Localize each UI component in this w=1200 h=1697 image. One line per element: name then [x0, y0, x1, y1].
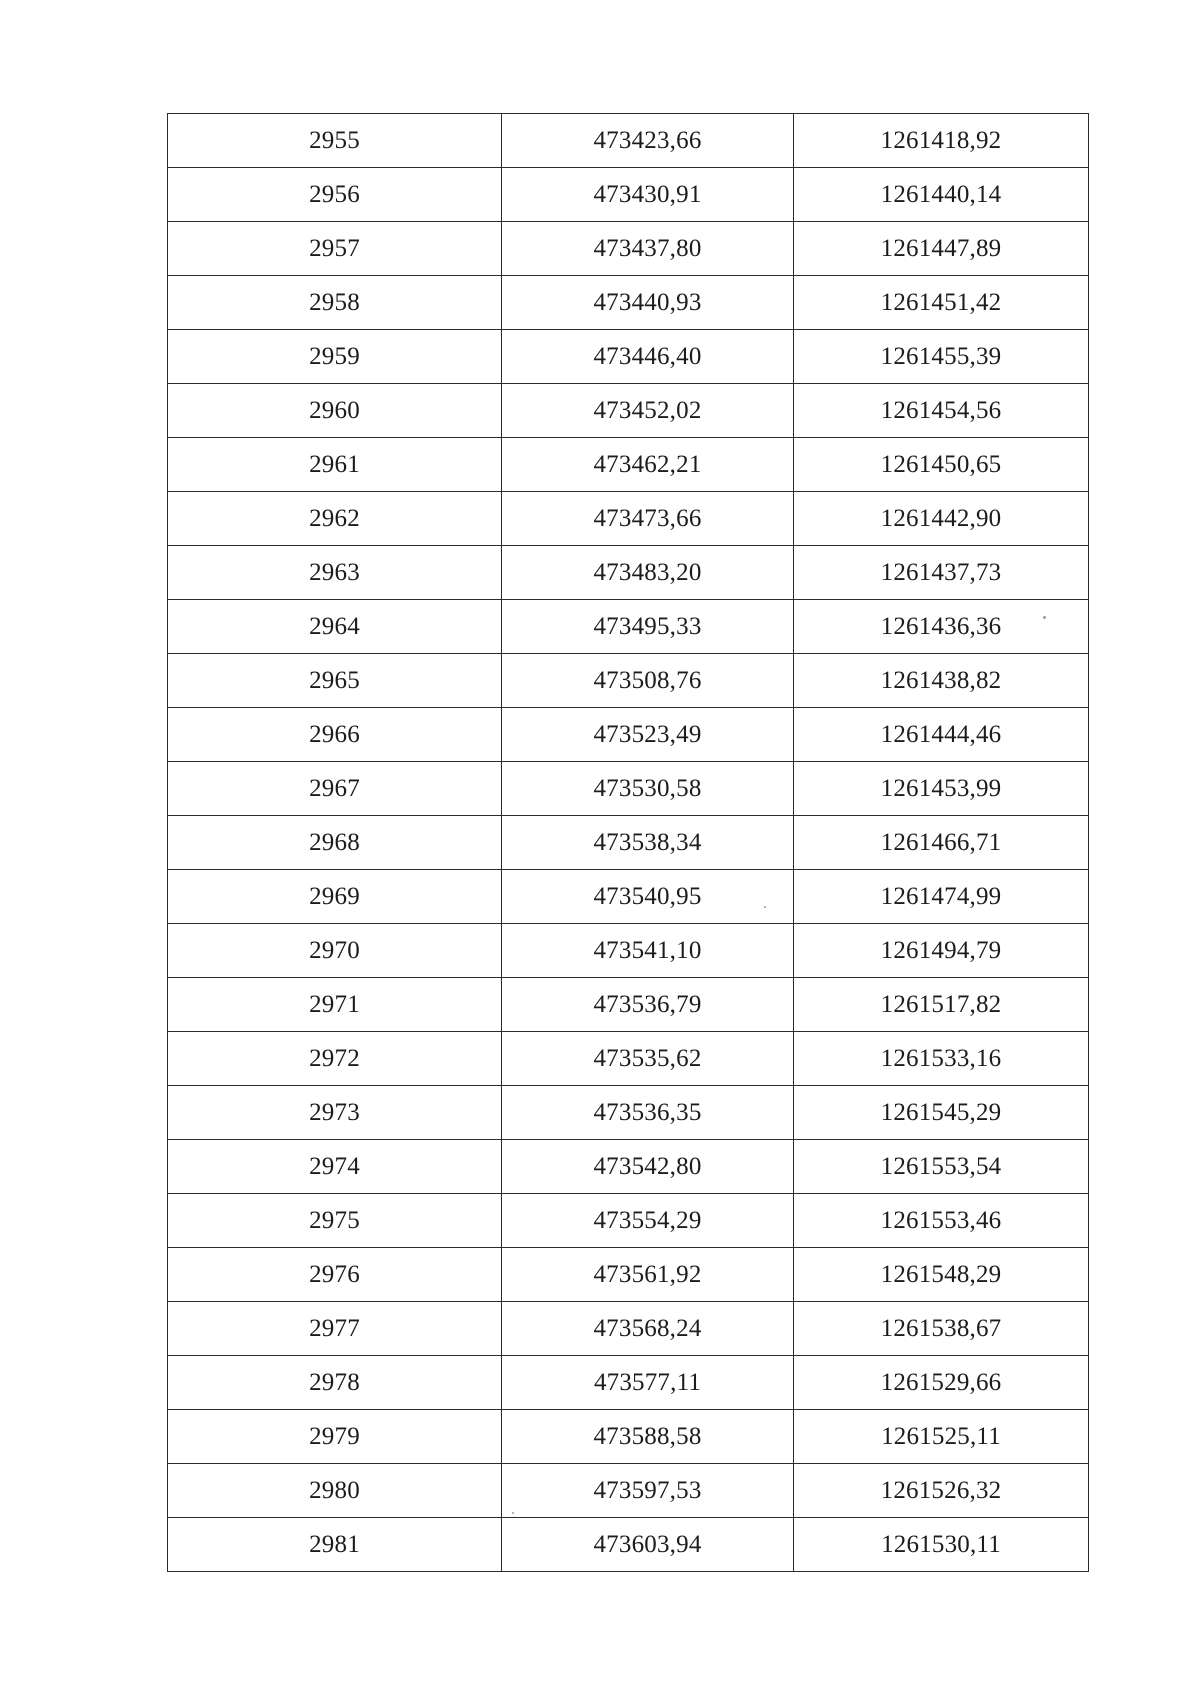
- x-coordinate-cell: 473523,49: [502, 708, 794, 762]
- x-coordinate-cell: 473508,76: [502, 654, 794, 708]
- y-coordinate-cell: 1261454,56: [794, 384, 1089, 438]
- point-number-cell: 2973: [168, 1086, 502, 1140]
- scan-speck: [512, 1512, 514, 1514]
- coordinates-table: [167, 113, 1089, 1572]
- table-row: [168, 978, 1089, 1032]
- y-coordinate-cell: 1261455,39: [794, 330, 1089, 384]
- y-coordinate-cell: 1261418,92: [794, 114, 1089, 168]
- point-number-cell: 2956: [168, 168, 502, 222]
- y-coordinate-cell: 1261530,11: [794, 1518, 1089, 1572]
- x-coordinate-cell: 473536,35: [502, 1086, 794, 1140]
- y-coordinate-cell: 1261526,32: [794, 1464, 1089, 1518]
- y-coordinate-cell: 1261474,99: [794, 870, 1089, 924]
- table-row: [168, 330, 1089, 384]
- table-row: [168, 168, 1089, 222]
- table-row: [168, 1140, 1089, 1194]
- x-coordinate-cell: 473603,94: [502, 1518, 794, 1572]
- point-number-cell: 2967: [168, 762, 502, 816]
- point-number-cell: 2961: [168, 438, 502, 492]
- x-coordinate-cell: 473446,40: [502, 330, 794, 384]
- table-row: [168, 870, 1089, 924]
- table-row: [168, 1086, 1089, 1140]
- y-coordinate-cell: 1261494,79: [794, 924, 1089, 978]
- point-number-cell: 2965: [168, 654, 502, 708]
- point-number-cell: 2974: [168, 1140, 502, 1194]
- table-row: [168, 1410, 1089, 1464]
- point-number-cell: 2978: [168, 1356, 502, 1410]
- coordinates-table-body: [168, 114, 1089, 1572]
- table-row: [168, 222, 1089, 276]
- y-coordinate-cell: 1261437,73: [794, 546, 1089, 600]
- point-number-cell: 2977: [168, 1302, 502, 1356]
- table-row: [168, 762, 1089, 816]
- x-coordinate-cell: 473462,21: [502, 438, 794, 492]
- point-number-cell: 2981: [168, 1518, 502, 1572]
- point-number-cell: 2975: [168, 1194, 502, 1248]
- x-coordinate-cell: 473536,79: [502, 978, 794, 1032]
- y-coordinate-cell: 1261529,66: [794, 1356, 1089, 1410]
- y-coordinate-cell: 1261525,11: [794, 1410, 1089, 1464]
- point-number-cell: 2979: [168, 1410, 502, 1464]
- y-coordinate-cell: 1261436,36: [794, 600, 1089, 654]
- point-number-cell: 2958: [168, 276, 502, 330]
- point-number-cell: 2976: [168, 1248, 502, 1302]
- table-row: [168, 1356, 1089, 1410]
- scan-speck: [764, 906, 766, 908]
- table-row: [168, 492, 1089, 546]
- y-coordinate-cell: 1261447,89: [794, 222, 1089, 276]
- point-number-cell: 2962: [168, 492, 502, 546]
- x-coordinate-cell: 473495,33: [502, 600, 794, 654]
- y-coordinate-cell: 1261450,65: [794, 438, 1089, 492]
- y-coordinate-cell: 1261438,82: [794, 654, 1089, 708]
- x-coordinate-cell: 473538,34: [502, 816, 794, 870]
- point-number-cell: 2963: [168, 546, 502, 600]
- table-row: [168, 816, 1089, 870]
- x-coordinate-cell: 473473,66: [502, 492, 794, 546]
- point-number-cell: 2957: [168, 222, 502, 276]
- y-coordinate-cell: 1261451,42: [794, 276, 1089, 330]
- point-number-cell: 2959: [168, 330, 502, 384]
- y-coordinate-cell: 1261466,71: [794, 816, 1089, 870]
- point-number-cell: 2971: [168, 978, 502, 1032]
- x-coordinate-cell: 473561,92: [502, 1248, 794, 1302]
- table-row: [168, 546, 1089, 600]
- point-number-cell: 2970: [168, 924, 502, 978]
- table-row: [168, 1518, 1089, 1572]
- table-row: [168, 114, 1089, 168]
- scan-speck: [1043, 616, 1046, 619]
- table-row: [168, 1302, 1089, 1356]
- x-coordinate-cell: 473540,95: [502, 870, 794, 924]
- y-coordinate-cell: 1261533,16: [794, 1032, 1089, 1086]
- y-coordinate-cell: 1261444,46: [794, 708, 1089, 762]
- y-coordinate-cell: 1261538,67: [794, 1302, 1089, 1356]
- point-number-cell: 2960: [168, 384, 502, 438]
- table-row: [168, 384, 1089, 438]
- y-coordinate-cell: 1261553,46: [794, 1194, 1089, 1248]
- y-coordinate-cell: 1261440,14: [794, 168, 1089, 222]
- x-coordinate-cell: 473577,11: [502, 1356, 794, 1410]
- point-number-cell: 2955: [168, 114, 502, 168]
- point-number-cell: 2966: [168, 708, 502, 762]
- table-row: [168, 708, 1089, 762]
- point-number-cell: 2980: [168, 1464, 502, 1518]
- x-coordinate-cell: 473430,91: [502, 168, 794, 222]
- x-coordinate-cell: 473597,53: [502, 1464, 794, 1518]
- y-coordinate-cell: 1261553,54: [794, 1140, 1089, 1194]
- x-coordinate-cell: 473530,58: [502, 762, 794, 816]
- table-row: [168, 1194, 1089, 1248]
- point-number-cell: 2969: [168, 870, 502, 924]
- y-coordinate-cell: 1261517,82: [794, 978, 1089, 1032]
- table-row: [168, 654, 1089, 708]
- point-number-cell: 2972: [168, 1032, 502, 1086]
- x-coordinate-cell: 473535,62: [502, 1032, 794, 1086]
- x-coordinate-cell: 473588,58: [502, 1410, 794, 1464]
- table-row: [168, 1032, 1089, 1086]
- x-coordinate-cell: 473568,24: [502, 1302, 794, 1356]
- x-coordinate-cell: 473541,10: [502, 924, 794, 978]
- table-row: [168, 1464, 1089, 1518]
- y-coordinate-cell: 1261548,29: [794, 1248, 1089, 1302]
- table-row: [168, 438, 1089, 492]
- point-number-cell: 2964: [168, 600, 502, 654]
- x-coordinate-cell: 473437,80: [502, 222, 794, 276]
- y-coordinate-cell: 1261442,90: [794, 492, 1089, 546]
- point-number-cell: 2968: [168, 816, 502, 870]
- x-coordinate-cell: 473452,02: [502, 384, 794, 438]
- y-coordinate-cell: 1261545,29: [794, 1086, 1089, 1140]
- y-coordinate-cell: 1261453,99: [794, 762, 1089, 816]
- x-coordinate-cell: 473483,20: [502, 546, 794, 600]
- x-coordinate-cell: 473542,80: [502, 1140, 794, 1194]
- table-row: [168, 924, 1089, 978]
- table-row: [168, 276, 1089, 330]
- table-row: [168, 1248, 1089, 1302]
- x-coordinate-cell: 473423,66: [502, 114, 794, 168]
- x-coordinate-cell: 473554,29: [502, 1194, 794, 1248]
- table-row: [168, 600, 1089, 654]
- x-coordinate-cell: 473440,93: [502, 276, 794, 330]
